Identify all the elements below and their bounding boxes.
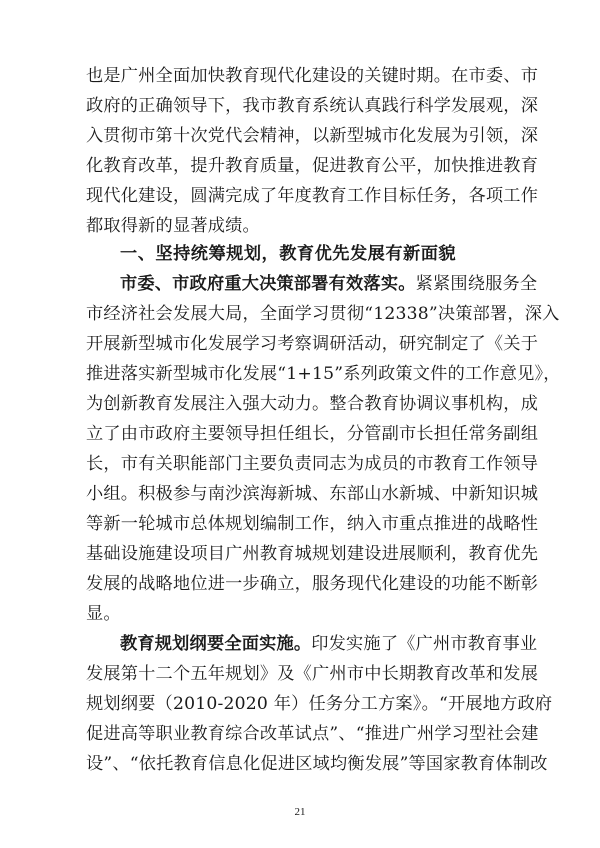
- para1-line: 市经济社会发展大局，全面学习贯彻“12338”决策部署，深入: [86, 304, 560, 324]
- intro-line: 也是广州全面加快教育现代化建设的关键时期。在市委、市: [86, 66, 539, 86]
- para2-line: 发展第十二个五年规划》及《广州市中长期教育改革和发展: [86, 664, 539, 684]
- para1-line: 立了由市政府主要领导担任组长，分管副市长担任常务副组: [86, 424, 539, 444]
- intro-line: 都取得新的显著成绩。: [86, 216, 260, 236]
- section-heading: 一、坚持统筹规划，教育优先发展有新面貌: [120, 244, 457, 264]
- para1-line: 基础设施建设项目广州教育城规划建设进展顺利，教育优先: [86, 544, 539, 564]
- para1-line: 为创新教育发展注入强大动力。整合教育协调议事机构，成: [86, 394, 539, 414]
- para2-line: 促进高等职业教育综合改革试点”、“推进广州学习型社会建: [86, 724, 539, 744]
- para1-line: 发展的战略地位进一步确立，服务现代化建设的功能不断彰: [86, 574, 539, 594]
- para1-line: 推进落实新型城市化发展“1+15”系列政策文件的工作意见》，: [86, 364, 561, 384]
- para1-line: 显。: [86, 604, 121, 624]
- intro-line: 现代化建设，圆满完成了年度教育工作目标任务，各项工作: [86, 186, 539, 206]
- para2-first-line: [120, 630, 538, 658]
- para1-first-line: [120, 270, 538, 298]
- para1-line: 长，市有关职能部门主要负责同志为成员的市教育工作领导: [86, 454, 539, 474]
- page-number: 21: [294, 806, 306, 818]
- intro-line: 化教育改革，提升教育质量，促进教育公平，加快推进教育: [86, 156, 539, 176]
- para1-first-rest: 紧紧围绕服务全: [415, 274, 538, 294]
- para2-first-rest: 印发实施了《广州市教育事业: [311, 634, 538, 654]
- para2-lead: 教育规划纲要全面实施。: [120, 634, 312, 654]
- intro-line: 政府的正确领导下，我市教育系统认真践行科学发展观，深: [86, 96, 539, 116]
- para1-line: 开展新型城市化发展学习考察调研活动，研究制定了《关于: [86, 334, 539, 354]
- para2-line: 设”、“依托教育信息化促进区域均衡发展”等国家教育体制改: [86, 754, 548, 774]
- para1-line: 等新一轮城市总体规划编制工作，纳入市重点推进的战略性: [86, 514, 539, 534]
- para2-line: 规划纲要（2010-2020 年）任务分工方案》。“开展地方政府: [86, 694, 553, 714]
- para1-lead: 市委、市政府重大决策部署有效落实。: [120, 274, 416, 294]
- para1-line: 小组。积极参与南沙滨海新城、东部山水新城、中新知识城: [86, 484, 539, 504]
- intro-line: 入贯彻市第十次党代会精神，以新型城市化发展为引领，深: [86, 126, 539, 146]
